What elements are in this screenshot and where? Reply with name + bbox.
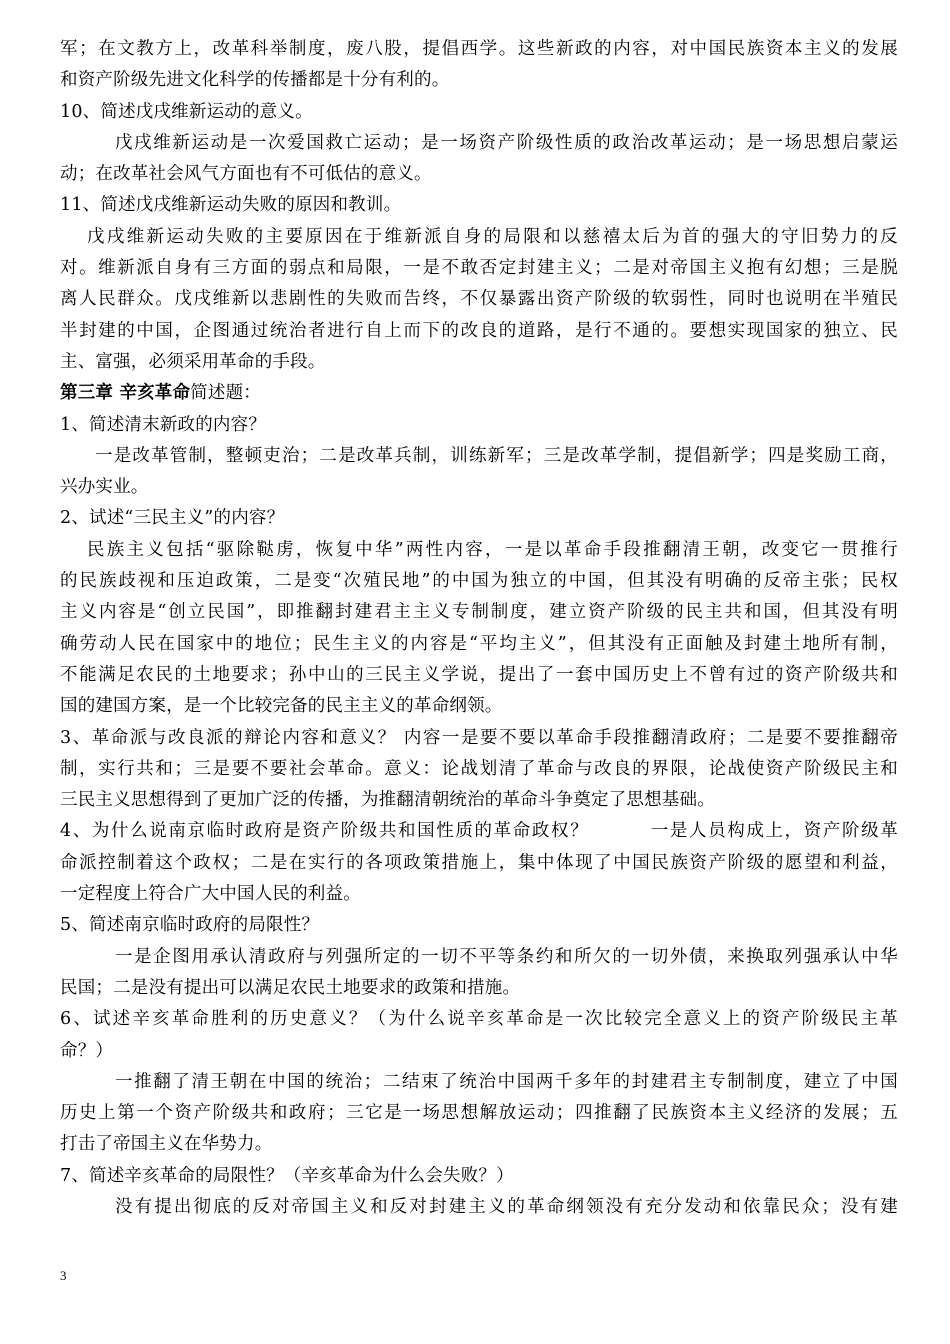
page-number: 3 (60, 1268, 67, 1283)
text-line: 没有提出彻底的反对帝国主义和反对封建主义的革命纲领没有充分发动和依靠民众；没有建 (115, 1196, 898, 1217)
text-line: 对。维新派自身有三方面的弱点和局限，一是不敢否定封建主义；二是对帝国主义抱有幻想；三是脱 (60, 258, 898, 279)
text-line: 一推翻了清王朝在中国的统治；二结束了统治中国两千多年的封建君主专制制度，建立了中国 (115, 1071, 898, 1092)
text-line: 主义内容是“创立民国”，即推翻封建君主主义专制制度，建立资产阶级的民主共和国，但其没有明 (60, 602, 898, 623)
text-line: 历史上第一个资产阶级共和政府；三它是一场思想解放运动；四推翻了民族资本主义经济的发展；五 (60, 1103, 898, 1124)
text-line: 一定程度上符合广大中国人民的利益。 (60, 884, 361, 905)
question-heading-with-answer (60, 816, 898, 847)
question-heading: 5、简述南京临时政府的局限性？ (60, 915, 320, 936)
text-line: 一是企图用承认清政府与列强所定的一切不平等条约和所欠的一切外债，来换取列强承认中华 (115, 946, 898, 967)
text-line: 民国；二是没有提出可以满足农民土地要求的政策和措施。 (60, 977, 521, 998)
text-line: 一是改革管制，整顿吏治；二是改革兵制，训练新军；三是改革学制，提倡新学；四是奖励工商， (95, 445, 898, 466)
text-line: 和资产阶级先进文化科学的传播都是十分有利的。 (60, 70, 450, 91)
question-text: 4、为什么说南京临时政府是资产阶级共和国性质的革命政权？ (60, 821, 590, 842)
question-heading: 11、简述戊戌维新运动失败的原因和教训。 (60, 195, 402, 216)
text-line: 民族主义包括“驱除鞑虏，恢复中华”两性内容，一是以革命手段推翻清王朝，改变它一贯推行 (87, 539, 898, 560)
question-heading: 6、试述辛亥革命胜利的历史意义？（为什么说辛亥革命是一次比较完全意义上的资产阶级民主革 (60, 1009, 898, 1030)
text-line: 动；在改革社会风气方面也有不可低估的意义。 (60, 164, 432, 185)
chapter-heading (60, 378, 898, 409)
text-line: 戊戌维新运动是一次爱国救亡运动；是一场资产阶级性质的政治改革运动；是一场思想启蒙运 (115, 132, 898, 153)
text-line: 打击了帝国主义在华势力。 (60, 1134, 273, 1155)
answer-text: 一是人员构成上，资产阶级革 (649, 821, 898, 842)
text-line: 国的建国方案，是一个比较完备的民主主义的革命纲领。 (60, 696, 503, 717)
question-heading: 1、简述清末新政的内容？ (60, 414, 267, 435)
chapter-title: 第三章 辛亥革命 (60, 383, 191, 404)
chapter-subtitle: 简述题： (190, 383, 262, 404)
document-page (60, 34, 898, 1223)
text-line: 制，实行共和；三是要不要社会革命。意义：论战划清了革命与改良的界限，论战使资产阶级民主和 (60, 758, 898, 779)
question-heading-cont: 命？） (60, 1040, 114, 1061)
text-line: 主、富强，必须采用革命的手段。 (60, 351, 326, 372)
text-line: 离人民群众。戊戌维新以悲剧性的失败而告终，不仅暴露出资产阶级的软弱性，同时也说明在半殖民 (60, 289, 898, 310)
text-line: 三民主义思想得到了更加广泛的传播，为推翻清朝统治的革命斗争奠定了思想基础。 (60, 790, 715, 811)
text-line: 半封建的中国，企图通过统治者进行自上而下的改良的道路，是行不通的。要想实现国家的独立、民 (60, 320, 898, 341)
question-heading: 7、简述辛亥革命的局限性？（辛亥革命为什么会失败？） (60, 1165, 514, 1186)
text-line: 的民族歧视和压迫政策，二是变“次殖民地”的中国为独立的中国，但其没有明确的反帝主张；民权 (60, 571, 898, 592)
question-heading: 10、简述戊戌维新运动的意义。 (60, 101, 313, 122)
question-heading: 2、试述“三民主义”的内容？ (60, 508, 285, 529)
text-line: 军；在文教方上，改革科举制度，废八股，提倡西学。这些新政的内容，对中国民族资本主义的发展 (60, 39, 898, 59)
text-line: 命派控制着这个政权；二是在实行的各项政策措施上，集中体现了中国民族资产阶级的愿望和利益， (60, 852, 898, 873)
text-line: 确劳动人民在国家中的地位；民生主义的内容是“平均主义”，但其没有正面触及封建土地所有制， (60, 633, 898, 654)
text-line: 兴办实业。 (60, 477, 149, 498)
text-line: 戊戌维新运动失败的主要原因在于维新派自身的局限和以慈禧太后为首的强大的守旧势力的反 (87, 226, 898, 247)
text-line: 不能满足农民的土地要求；孙中山的三民主义学说，提出了一套中国历史上不曾有过的资产阶级共和 (60, 664, 898, 685)
question-heading: 3、革命派与改良派的辩论内容和意义？ 内容一是要不要以革命手段推翻清政府；二是要不要推翻帝 (60, 727, 898, 748)
